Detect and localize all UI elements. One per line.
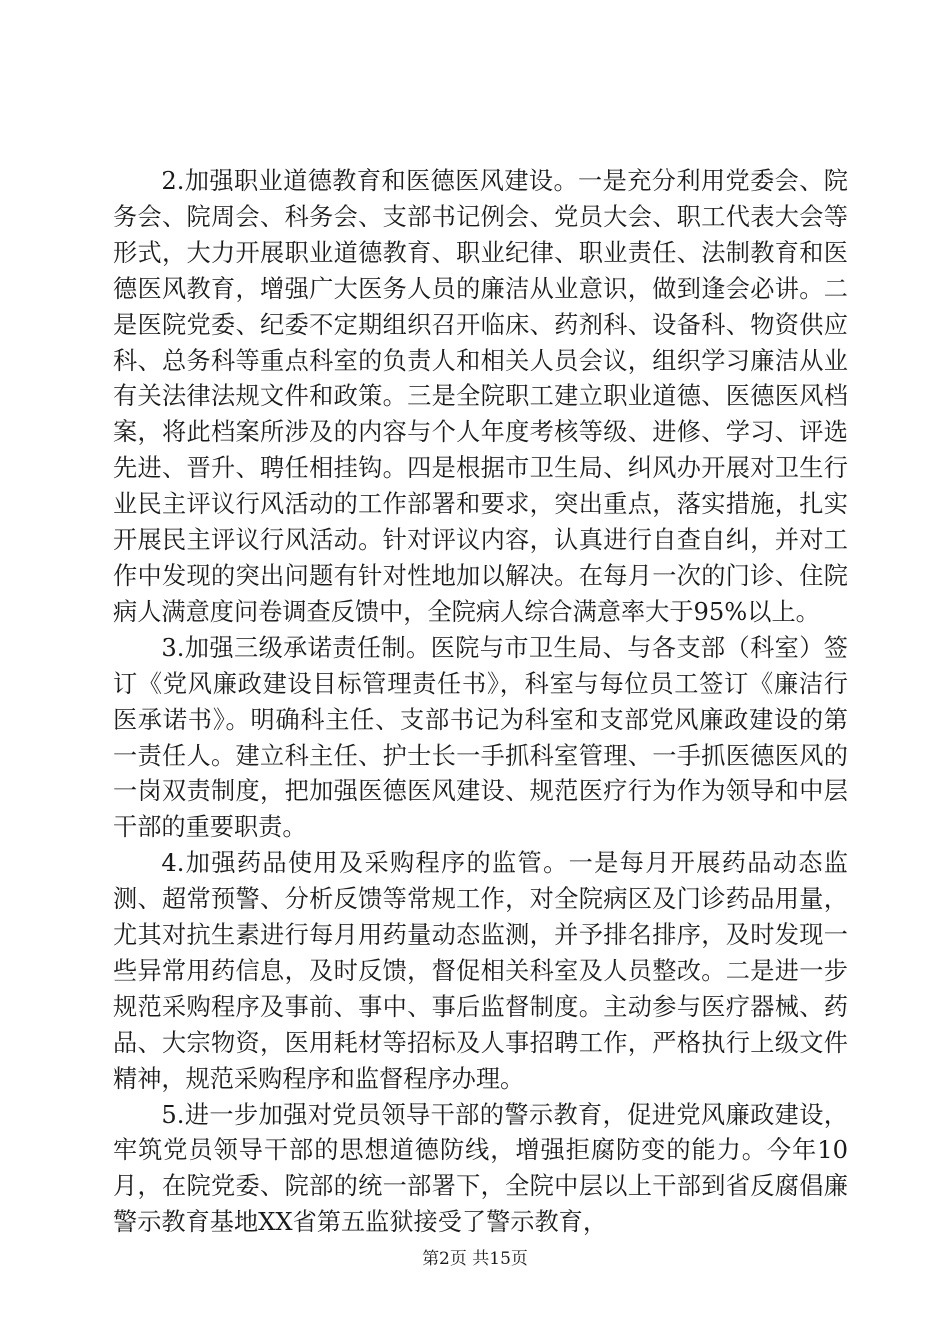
paragraph-warning-education: 5.进一步加强对党员领导干部的警示教育，促进党风廉政建设，牢筑党员领导干部的思想道德防线，增强拒腐防变的能力。今年10月，在院党委、院部的统一部署下，全院中层以上干部到省反腐倡廉警示教育基地XX省第五监狱接受了警示教育， (113, 1100, 848, 1237)
document-body (113, 164, 848, 1241)
paragraph-drug-procurement: 4.加强药品使用及采购程序的监管。一是每月开展药品动态监测、超常预警、分析反馈等常规工作，对全院病区及门诊药品用量，尤其对抗生素进行每月用药量动态监测，并予排名排序，及时发现一些异常用药信息，及时反馈，督促相关科室及人员整改。二是进一步规范采购程序及事前、事中、事后监督制度。主动参与医疗器械、药品、大宗物资，医用耗材等招标及人事招聘工作，严格执行上级文件精神，规范采购程序和监督程序办理。 (113, 849, 848, 1093)
paragraph-responsibility-commitment: 3.加强三级承诺责任制。医院与市卫生局、与各支部（科室）签订《党风廉政建设目标管理责任书》，科室与每位员工签订《廉洁行医承诺书》。明确科主任、支部书记为科室和支部党风廉政建设的第一责任人。建立科主任、护士长一手抓科室管理、一手抓医德医风的一岗双责制度，把加强医德医风建设、规范医疗行为作为领导和中层干部的重要职责。 (113, 633, 848, 842)
paragraph-professional-ethics: 2.加强职业道德教育和医德医风建设。一是充分利用党委会、院务会、院周会、科务会、支部书记例会、党员大会、职工代表大会等形式，大力开展职业道德教育、职业纪律、职业责任、法制教育和医德医风教育，增强广大医务人员的廉洁从业意识，做到逢会必讲。二是医院党委、纪委不定期组织召开临床、药剂科、设备科、物资供应科、总务科等重点科室的负责人和相关人员会议，组织学习廉洁从业有关法律法规文件和政策。三是全院职工建立职业道德、医德医风档案，将此档案所涉及的内容与个人年度考核等级、进修、学习、评选先进、晋升、聘任相挂钩。四是根据市卫生局、纠风办开展对卫生行业民主评议行风活动的工作部署和要求，突出重点，落实措施，扎实开展民主评议行风活动。针对评议内容，认真进行自查自纠，并对工作中发现的突出问题有针对性地加以解决。在每月一次的门诊、住院病人满意度问卷调查反馈中，全院病人综合满意率大于95%以上。 (113, 167, 848, 626)
page-footer: 第2页 共15页 (422, 1249, 528, 1269)
